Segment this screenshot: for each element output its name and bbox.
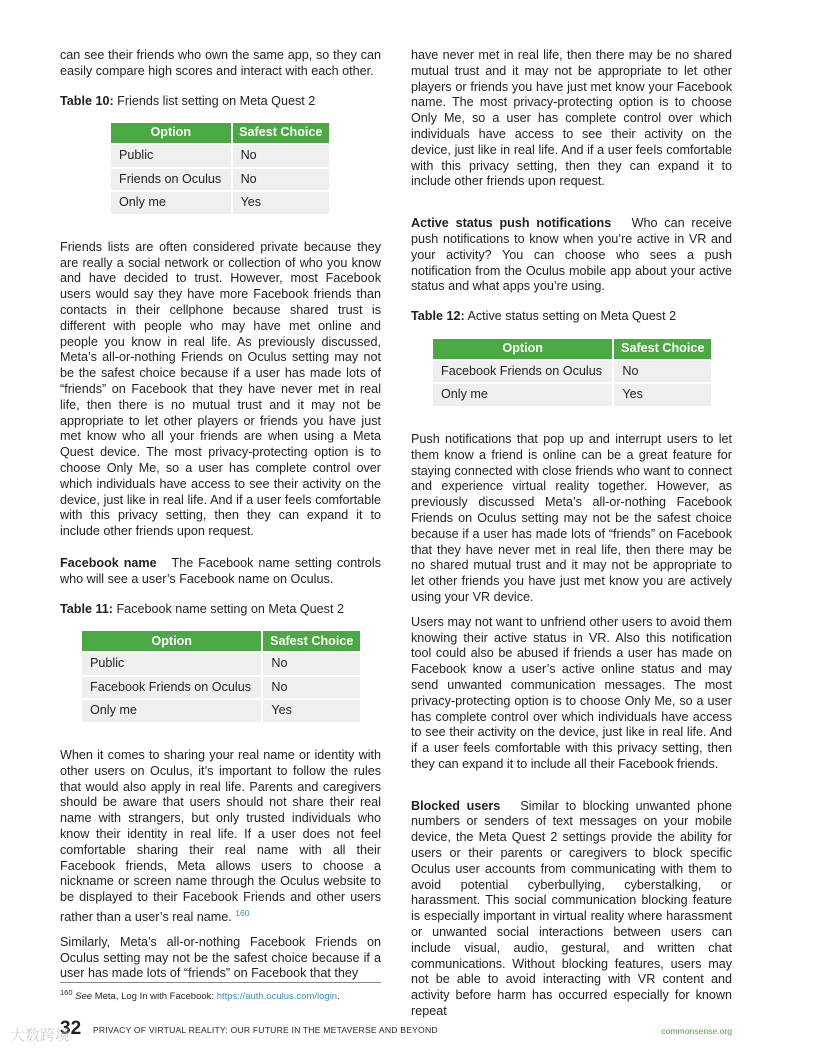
table-10 (111, 123, 329, 214)
active-status-paragraph (411, 216, 732, 295)
footer-title: PRIVACY OF VIRTUAL REALITY: OUR FUTURE IN THE METAVERSE AND BEYOND (93, 1025, 438, 1035)
facebook-name-paragraph (60, 556, 381, 588)
watermark: 大数跨境 (10, 1027, 71, 1044)
table-cell: No (612, 359, 711, 383)
table-cell: Facebook Friends on Oculus (82, 675, 261, 699)
blocked-users-heading: Blocked users (411, 798, 501, 813)
right-column (411, 48, 732, 1020)
footnote-reference[interactable]: 160 (235, 907, 250, 918)
table-cell: Facebook Friends on Oculus (433, 359, 612, 383)
table-header-safest: Safest Choice (231, 123, 329, 143)
table-cell: Public (111, 143, 231, 167)
facebook-name-text: The Facebook name setting controls who will see a user’s Facebook name on Oculus. (60, 556, 382, 586)
table-header-safest: Safest Choice (612, 339, 711, 359)
footnote-link[interactable]: https://auth.oculus.com/login (216, 991, 338, 1003)
table-cell: Only me (111, 190, 231, 214)
table-cell: Yes (612, 382, 711, 406)
table-cell: No (261, 651, 360, 675)
table-row (433, 359, 711, 383)
table-row (82, 651, 360, 675)
table-cell: Public (82, 651, 261, 675)
table-cell: Yes (261, 698, 360, 722)
page-number: 32 (60, 1018, 82, 1039)
footnote (60, 982, 381, 1003)
active-status-heading: Active status push notifications (411, 216, 612, 231)
facebook-name-heading: Facebook name (60, 556, 157, 571)
table-header-option: Option (433, 339, 612, 359)
table-row (82, 698, 360, 722)
table-12-caption (411, 309, 732, 325)
table-cell: Yes (231, 190, 329, 214)
table-11-caption-label: Table 11: (60, 601, 113, 616)
table-cell: Only me (82, 698, 261, 722)
table-cell: No (231, 143, 329, 167)
footnote-end: . (337, 991, 340, 1003)
table-row (82, 675, 360, 699)
footer-url[interactable]: commonsense.org (661, 1026, 732, 1036)
footnote-number: 160 (60, 988, 73, 997)
similarly-paragraph: Similarly, Meta’s all-or-nothing Facebook Friends on Oculus setting may not be the safest choice because if a user has made lots of “friends” on Facebook that they (60, 934, 381, 981)
table-12 (433, 339, 711, 406)
real-name-paragraph (60, 748, 381, 926)
table-12-caption-label: Table 12: (411, 309, 465, 324)
blocked-users-paragraph (411, 799, 732, 1020)
page-footer (60, 1018, 732, 1044)
table-row (111, 167, 329, 191)
table-10-caption-label: Table 10: (60, 93, 114, 108)
active-status-text: Who can receive push notifications to know when you’re active in VR and your activity? You can choose who sees a push notification from the Oculus mobile app about your active status and what apps you’re using. (411, 216, 732, 294)
table-cell: No (231, 167, 329, 191)
table-10-caption-text: Friends list setting on Meta Quest 2 (113, 93, 316, 108)
table-11 (82, 631, 360, 722)
table-header-safest: Safest Choice (261, 631, 360, 651)
table-12-caption-text: Active status setting on Meta Quest 2 (464, 309, 677, 324)
table-11-caption (60, 602, 381, 618)
real-name-text: When it comes to sharing your real name or identity with other users on Oculus, it’s important to follow the rules that would also apply in real life. Parents and caregivers should be aware that users should not share their real name with strangers, but only trusted individuals who know their identity in real life. If a user does not feel comfortable sharing their real name with all their Facebook friends, Meta allows users to choose a nickname or screen name through the Oculus website to be displayed to their Facebook Friends and other users rather than a user’s real name. (60, 747, 381, 925)
intro-paragraph: can see their friends who own the same app, so they can easily compare high scores and interact with each other. (60, 48, 381, 78)
table-header-option: Option (82, 631, 261, 651)
left-column (60, 48, 381, 982)
table-header-option: Option (111, 123, 231, 143)
table-cell: Friends on Oculus (111, 167, 231, 191)
table-cell: No (261, 675, 360, 699)
friends-paragraph: Friends lists are often considered private because they are really a social network or collection of who you know and have decided to trust. However, most Facebook users would say they have more Facebook friends than contacts in their cellphone because shared trust is different with people who may have met online and people you know in real life. As previously discussed, Meta’s all-or-nothing Friends on Oculus setting may not be the safest choice because if a user has made lots of “friends” on Facebook that they have never met in real life, then there is no mutual trust and it may not be appropriate to let other players or friends you have just met know who all your friends are when using a Meta Quest device. The most privacy-protecting option is to choose Only Me, so a user has complete control over which individuals have access to see their activity on the device, just like in real life. And if a user feels comfortable with this privacy setting, then they can expand it to include other friends upon request. (60, 239, 381, 539)
unfriend-paragraph: Users may not want to unfriend other users to avoid them knowing their active status in VR. Also this notification tool could also be abused if friends a user has made on Facebook know a user’s active online status and may send unwanted communication messages. The most privacy-protecting option is to choose Only Me, so a user has complete control over which individuals have access to see their activity on the device, just like in real life. And if a user feels comfortable with this privacy setting, then they can expand it to include all their Facebook friends. (411, 614, 732, 771)
table-row (111, 143, 329, 167)
table-11-caption-text: Facebook name setting on Meta Quest 2 (112, 601, 344, 616)
footnote-see: See (75, 991, 93, 1003)
table-10-caption (60, 94, 381, 110)
footnote-text: Meta, Log In with Facebook: (92, 991, 217, 1003)
table-row (111, 190, 329, 214)
table-cell: Only me (433, 382, 612, 406)
table-row (433, 382, 711, 406)
push-paragraph: Push notifications that pop up and interrupt users to let them know a friend is online can be a great feature for staying connected with close friends who want to connect and experience virtual reality together. However, as previously discussed Meta’s all-or-nothing Facebook Friends on Oculus setting may not be the safest choice because if a user has made lots of “friends” on Facebook that they have never met in real life, then there may be no shared mutual trust and it may not be appropriate to let other friends you have just met know you are actively using your VR device. (411, 431, 732, 604)
blocked-users-text: Similar to blocking unwanted phone numbers or senders of text messages on your mobile device, the Meta Quest 2 settings provide the ability for users or their parents or caregivers to block specific Oculus user accounts from communicating with them to avoid potential cyberbullying, cyberstalking, or harassment. This social communication blocking feature is especially important in virtual reality where harassment or unwanted social interactions between users can include visual, audio, gestural, and written chat communications. Without blocking features, users may not be able to avoid interacting with VR content and activity before harm has occurred especially for known repeat (411, 798, 732, 1019)
continued-paragraph: have never met in real life, then there may be no shared mutual trust and it may not be appropriate to let other players or friends you have just met know your Facebook name. The most privacy-protecting option is to choose Only Me, so a user has complete control over which individuals have access to see their activity on the device, just like in real life. And if a user feels comfortable with this privacy setting, then they can expand it to include other friends upon request. (411, 48, 732, 189)
